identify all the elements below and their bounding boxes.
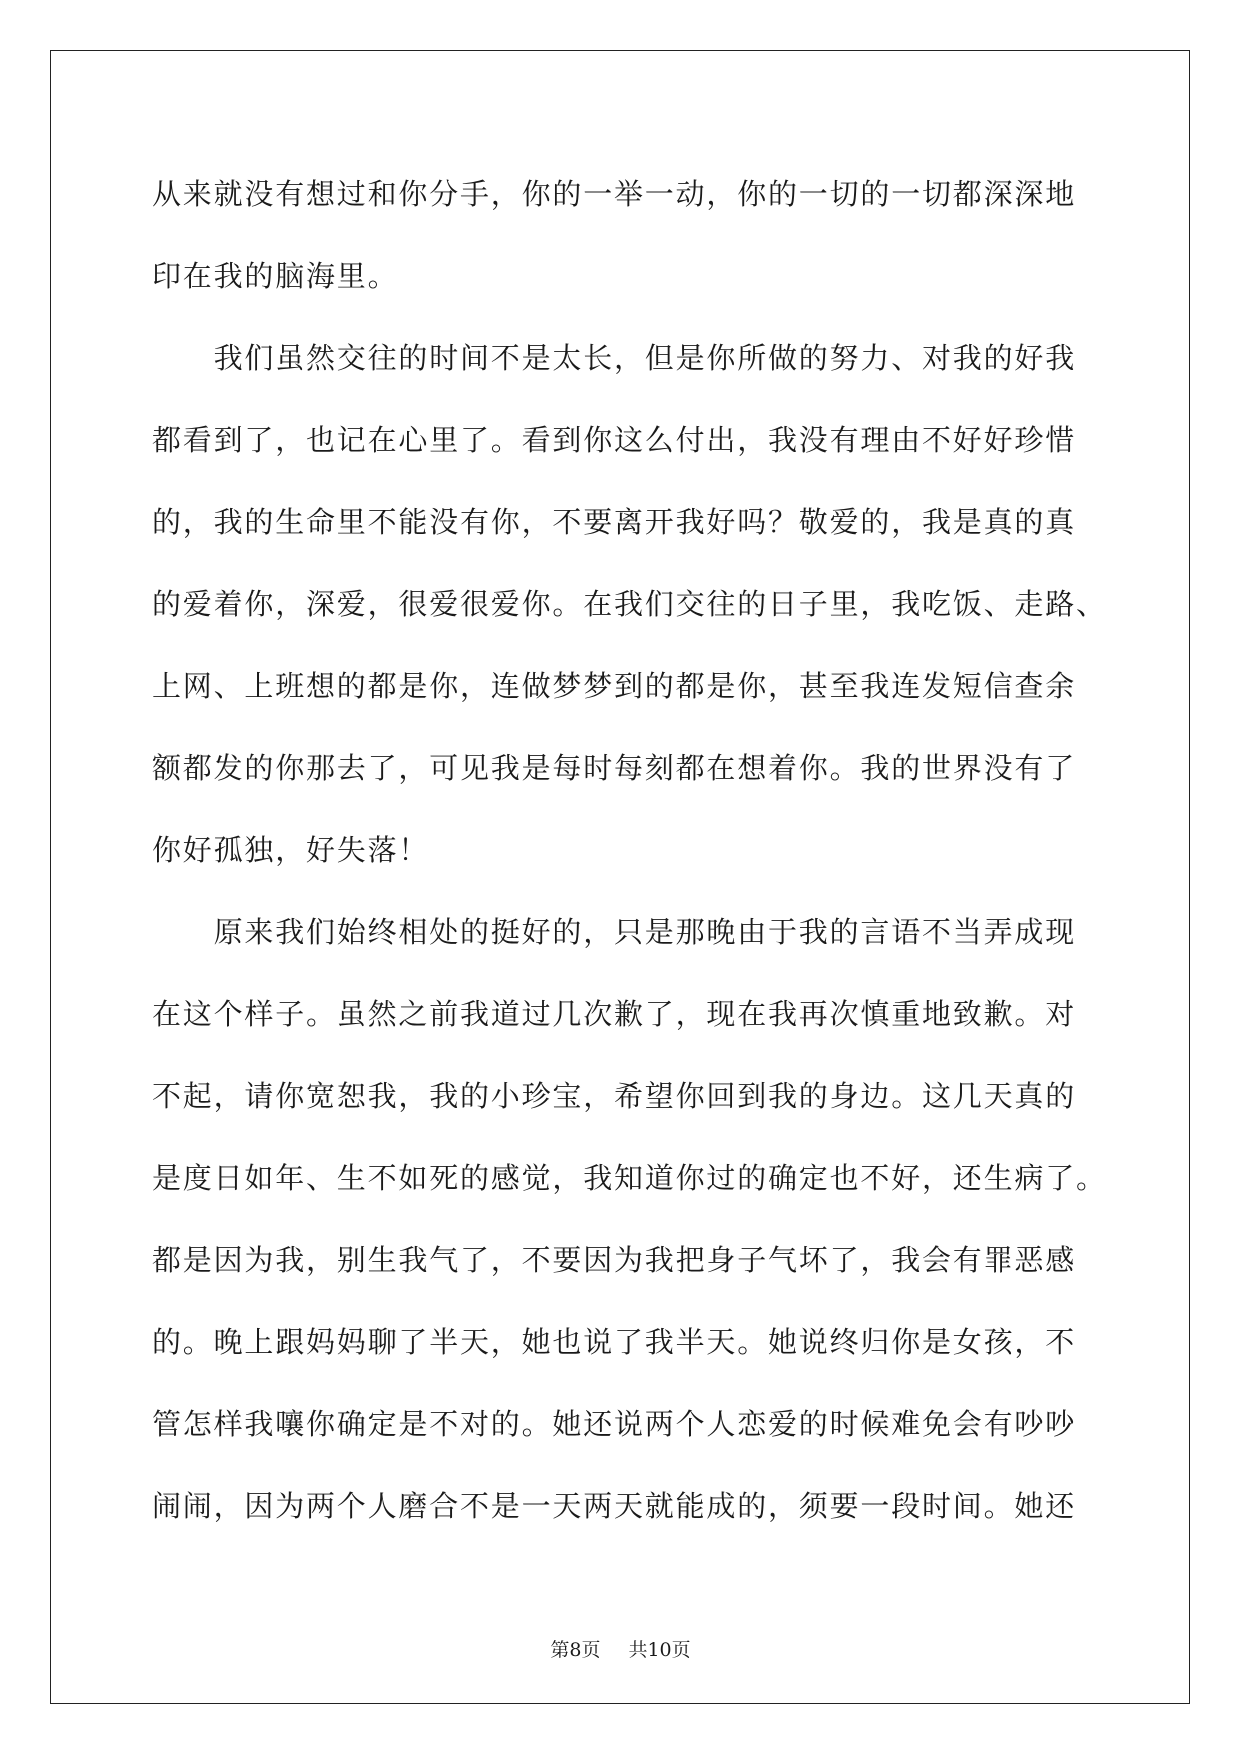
text-line: 管怎样我嚷你确定是不对的。她还说两个人恋爱的时候难免会有吵吵 <box>152 1407 1077 1441</box>
text-line: 额都发的你那去了，可见我是每时每刻都在想着你。我的世界没有了 <box>152 751 1077 785</box>
text-line: 在这个样子。虽然之前我道过几次歉了，现在我再次慎重地致歉。对 <box>152 997 1077 1031</box>
page-footer <box>0 1635 1241 1662</box>
text-line: 从来就没有想过和你分手，你的一举一动，你的一切的一切都深深地 <box>152 177 1077 211</box>
text-line: 是度日如年、生不如死的感觉，我知道你过的确定也不好，还生病了。 <box>152 1161 1107 1195</box>
text-line: 的。晚上跟妈妈聊了半天，她也说了我半天。她说终归你是女孩，不 <box>152 1325 1077 1359</box>
page-number-current: 第8页 <box>550 1639 601 1661</box>
document-body <box>152 162 1107 1556</box>
page-number-total: 共10页 <box>628 1639 691 1661</box>
text-line: 我们虽然交往的时间不是太长，但是你所做的努力、对我的好我 <box>152 341 1077 375</box>
text-line: 的爱着你，深爱，很爱很爱你。在我们交往的日子里，我吃饭、走路、 <box>152 587 1107 621</box>
text-line: 不起，请你宽恕我，我的小珍宝，希望你回到我的身边。这几天真的 <box>152 1079 1077 1113</box>
text-line: 都是因为我，别生我气了，不要因为我把身子气坏了，我会有罪恶感 <box>152 1243 1077 1277</box>
text-line: 你好孤独，好失落！ <box>152 833 430 867</box>
text-line: 都看到了，也记在心里了。看到你这么付出，我没有理由不好好珍惜 <box>152 423 1077 457</box>
text-line: 上网、上班想的都是你，连做梦梦到的都是你，甚至我连发短信查余 <box>152 669 1077 703</box>
text-line: 的，我的生命里不能没有你，不要离开我好吗？敬爱的，我是真的真 <box>152 505 1077 539</box>
text-line: 印在我的脑海里。 <box>152 259 399 293</box>
text-line: 闹闹，因为两个人磨合不是一天两天就能成的，须要一段时间。她还 <box>152 1489 1077 1523</box>
text-line: 原来我们始终相处的挺好的，只是那晚由于我的言语不当弄成现 <box>152 915 1077 949</box>
